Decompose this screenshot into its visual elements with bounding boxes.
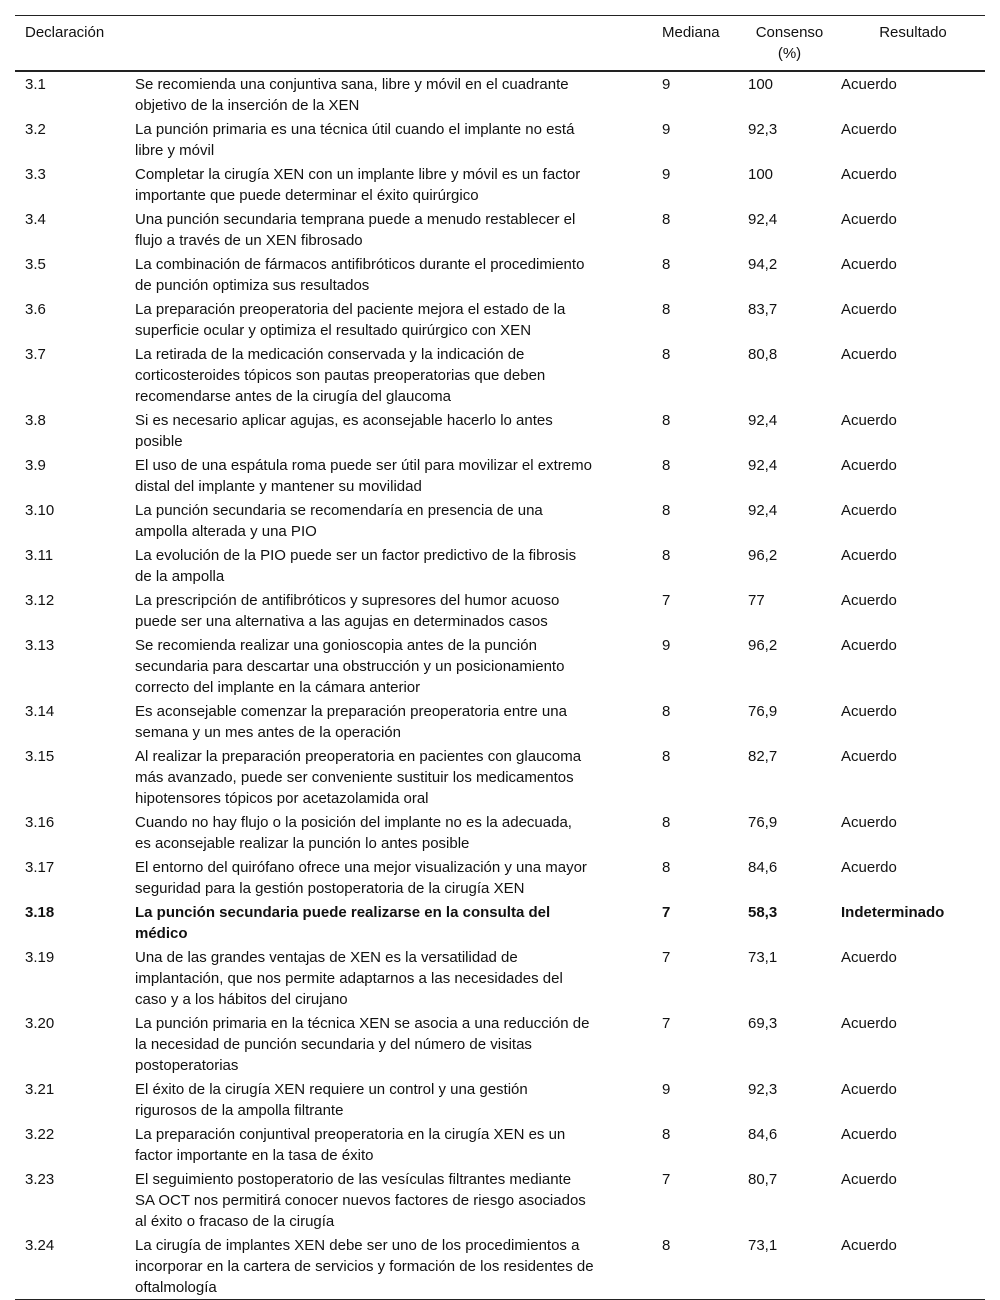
consenso-value: 92,3	[748, 1081, 778, 1098]
header-resultado: Resultado	[879, 24, 947, 41]
table-row	[15, 162, 985, 207]
consenso-value: 83,7	[748, 301, 778, 318]
mediana-value: 8	[662, 211, 671, 228]
statement-id: 3.16	[25, 814, 55, 831]
consenso-value: 96,2	[748, 637, 778, 654]
statement-text: La punción secundaria se recomendaría en presencia de una ampolla alterada y una PIO	[135, 502, 543, 540]
table-row	[15, 588, 985, 633]
statement-text: La cirugía de implantes XEN debe ser uno de los procedimientos a incorporar en la cartera de servicios y formación de los residentes de oftalmología	[135, 1237, 594, 1296]
resultado-value: Acuerdo	[841, 748, 897, 765]
statement-id: 3.6	[25, 301, 46, 318]
consenso-value: 73,1	[748, 949, 778, 966]
statement-text: La combinación de fármacos antifibróticos durante el procedimiento de punción optimiza sus resultados	[135, 256, 585, 294]
resultado-value: Acuerdo	[841, 76, 897, 93]
table-row	[15, 1233, 985, 1300]
resultado-value: Acuerdo	[841, 256, 897, 273]
statement-text: Completar la cirugía XEN con un implante libre y móvil es un factor importante que puede determinar el éxito quirúrgico	[135, 166, 581, 204]
statement-id: 3.10	[25, 502, 55, 519]
mediana-value: 8	[662, 412, 671, 429]
consenso-value: 69,3	[748, 1015, 778, 1032]
mediana-value: 8	[662, 1126, 671, 1143]
mediana-value: 7	[662, 592, 671, 609]
table-row	[15, 1011, 985, 1077]
consenso-value: 84,6	[748, 1126, 778, 1143]
table-row	[15, 498, 985, 543]
mediana-value: 9	[662, 76, 671, 93]
table-body	[15, 71, 985, 1300]
statement-id: 3.5	[25, 256, 46, 273]
resultado-value: Acuerdo	[841, 1126, 897, 1143]
statement-id: 3.18	[25, 904, 55, 921]
mediana-value: 7	[662, 1171, 671, 1188]
mediana-value: 8	[662, 859, 671, 876]
mediana-value: 7	[662, 949, 671, 966]
consenso-value: 80,8	[748, 346, 778, 363]
statement-text: Una punción secundaria temprana puede a menudo restablecer el flujo a través de un XEN fibrosado	[135, 211, 576, 249]
statement-id: 3.22	[25, 1126, 55, 1143]
statement-text: La prescripción de antifibróticos y supresores del humor acuoso puede ser una alternativa a las agujas en determinados casos	[135, 592, 560, 630]
resultado-value: Acuerdo	[841, 814, 897, 831]
statement-id: 3.1	[25, 76, 46, 93]
consenso-value: 100	[748, 166, 774, 183]
resultado-value: Acuerdo	[841, 1171, 897, 1188]
resultado-value: Acuerdo	[841, 121, 897, 138]
statement-id: 3.9	[25, 457, 46, 474]
statement-id: 3.7	[25, 346, 46, 363]
statement-text: Cuando no hay flujo o la posición del implante no es la adecuada, es aconsejable realizar la punción lo antes posible	[135, 814, 572, 852]
header-mediana: Mediana	[662, 24, 720, 41]
statement-text: La preparación preoperatoria del paciente mejora el estado de la superficie ocular y optimiza el resultado quirúrgico con XEN	[135, 301, 566, 339]
table-row	[15, 117, 985, 162]
resultado-value: Acuerdo	[841, 457, 897, 474]
mediana-value: 7	[662, 1015, 671, 1032]
resultado-value: Acuerdo	[841, 301, 897, 318]
mediana-value: 7	[662, 904, 671, 921]
consenso-value: 82,7	[748, 748, 778, 765]
statement-text: El uso de una espátula roma puede ser útil para movilizar el extremo distal del implante y mantener su movilidad	[135, 457, 592, 495]
statement-text: Se recomienda realizar una gonioscopia antes de la punción secundaria para descartar una obstrucción y un posicionamiento correcto del implante en la cámara anterior	[135, 637, 565, 696]
consenso-value: 96,2	[748, 547, 778, 564]
statement-id: 3.19	[25, 949, 55, 966]
table-row	[15, 945, 985, 1011]
resultado-value: Acuerdo	[841, 502, 897, 519]
table-row	[15, 810, 985, 855]
table-row	[15, 71, 985, 117]
statement-text: La preparación conjuntival preoperatoria en la cirugía XEN es un factor importante en la tasa de éxito	[135, 1126, 566, 1164]
table-row	[15, 633, 985, 699]
resultado-value: Acuerdo	[841, 412, 897, 429]
mediana-value: 8	[662, 703, 671, 720]
table-row	[15, 252, 985, 297]
header-declaracion: Declaración	[25, 24, 105, 41]
table-row	[15, 543, 985, 588]
table-row	[15, 207, 985, 252]
consenso-value: 73,1	[748, 1237, 778, 1254]
table-row	[15, 1077, 985, 1122]
consenso-value: 76,9	[748, 703, 778, 720]
statement-id: 3.24	[25, 1237, 55, 1254]
mediana-value: 9	[662, 1081, 671, 1098]
statement-text: Una de las grandes ventajas de XEN es la versatilidad de implantación, que nos permite adaptarnos a las necesidades del caso y a los hábitos del cirujano	[135, 949, 563, 1008]
statement-text: La punción primaria en la técnica XEN se asocia a una reducción de la necesidad de punción secundaria y del número de visitas postoperatorias	[135, 1015, 590, 1074]
table-row	[15, 855, 985, 900]
consenso-value: 92,4	[748, 412, 778, 429]
statement-text: La punción secundaria puede realizarse en la consulta del médico	[135, 904, 551, 942]
statement-id: 3.13	[25, 637, 55, 654]
statement-id: 3.15	[25, 748, 55, 765]
resultado-value: Acuerdo	[841, 592, 897, 609]
statement-id: 3.23	[25, 1171, 55, 1188]
resultado-value: Acuerdo	[841, 949, 897, 966]
consenso-value: 94,2	[748, 256, 778, 273]
resultado-value: Acuerdo	[841, 346, 897, 363]
resultado-value: Acuerdo	[841, 637, 897, 654]
statement-id: 3.12	[25, 592, 55, 609]
consenso-value: 92,4	[748, 457, 778, 474]
consenso-value: 76,9	[748, 814, 778, 831]
resultado-value: Acuerdo	[841, 547, 897, 564]
statement-text: La retirada de la medicación conservada y la indicación de corticosteroides tópicos son pautas preoperatorias que deben recomendarse antes de la cirugía del glaucoma	[135, 346, 546, 405]
statement-text: Es aconsejable comenzar la preparación preoperatoria entre una semana y un mes antes de la operación	[135, 703, 567, 741]
statement-text: El seguimiento postoperatorio de las vesículas filtrantes mediante SA OCT nos permitirá conocer nuevos factores de riesgo asociados al éxito o fracaso de la cirugía	[135, 1171, 586, 1230]
resultado-value: Acuerdo	[841, 1081, 897, 1098]
consenso-value: 92,3	[748, 121, 778, 138]
table-row	[15, 342, 985, 408]
statement-id: 3.3	[25, 166, 46, 183]
consenso-value: 92,4	[748, 211, 778, 228]
statement-id: 3.2	[25, 121, 46, 138]
consenso-value: 58,3	[748, 904, 778, 921]
resultado-value: Indeterminado	[841, 904, 945, 921]
statement-id: 3.17	[25, 859, 55, 876]
table-row	[15, 699, 985, 744]
mediana-value: 8	[662, 748, 671, 765]
resultado-value: Acuerdo	[841, 1015, 897, 1032]
statement-text: Si es necesario aplicar agujas, es aconsejable hacerlo lo antes posible	[135, 412, 553, 450]
resultado-value: Acuerdo	[841, 211, 897, 228]
table-row	[15, 900, 985, 945]
consenso-value: 84,6	[748, 859, 778, 876]
table-header-row	[15, 16, 985, 72]
statement-text: La evolución de la PIO puede ser un factor predictivo de la fibrosis de la ampolla	[135, 547, 577, 585]
table-row	[15, 297, 985, 342]
mediana-value: 8	[662, 1237, 671, 1254]
consensus-table	[15, 15, 985, 1300]
statement-text: El éxito de la cirugía XEN requiere un control y una gestión rigurosos de la ampolla filtrante	[135, 1081, 528, 1119]
resultado-value: Acuerdo	[841, 703, 897, 720]
statement-id: 3.20	[25, 1015, 55, 1032]
mediana-value: 8	[662, 814, 671, 831]
mediana-value: 8	[662, 547, 671, 564]
statement-text: Al realizar la preparación preoperatoria en pacientes con glaucoma más avanzado, puede ser conveniente sustituir los medicamentos hipotensores tópicos por acetazolamida oral	[135, 748, 582, 807]
statement-text: Se recomienda una conjuntiva sana, libre y móvil en el cuadrante objetivo de la inserción de la XEN	[135, 76, 569, 114]
table-row	[15, 408, 985, 453]
mediana-value: 8	[662, 457, 671, 474]
consenso-value: 92,4	[748, 502, 778, 519]
statement-id: 3.4	[25, 211, 46, 228]
header-consenso: Consenso (%)	[755, 24, 824, 62]
consenso-value: 100	[748, 76, 774, 93]
mediana-value: 8	[662, 502, 671, 519]
resultado-value: Acuerdo	[841, 1237, 897, 1254]
mediana-value: 8	[662, 301, 671, 318]
consenso-value: 77	[748, 592, 765, 609]
statement-id: 3.14	[25, 703, 55, 720]
statement-id: 3.11	[25, 547, 54, 564]
statement-text: El entorno del quirófano ofrece una mejor visualización y una mayor seguridad para la gestión postoperatoria de la cirugía XEN	[135, 859, 587, 897]
mediana-value: 9	[662, 121, 671, 138]
mediana-value: 9	[662, 166, 671, 183]
mediana-value: 8	[662, 346, 671, 363]
mediana-value: 8	[662, 256, 671, 273]
table-row	[15, 744, 985, 810]
resultado-value: Acuerdo	[841, 859, 897, 876]
statement-id: 3.21	[25, 1081, 55, 1098]
table-row	[15, 1167, 985, 1233]
statement-text: La punción primaria es una técnica útil cuando el implante no está libre y móvil	[135, 121, 575, 159]
consenso-value: 80,7	[748, 1171, 778, 1188]
resultado-value: Acuerdo	[841, 166, 897, 183]
table-row	[15, 1122, 985, 1167]
table-row	[15, 453, 985, 498]
mediana-value: 9	[662, 637, 671, 654]
statement-id: 3.8	[25, 412, 46, 429]
